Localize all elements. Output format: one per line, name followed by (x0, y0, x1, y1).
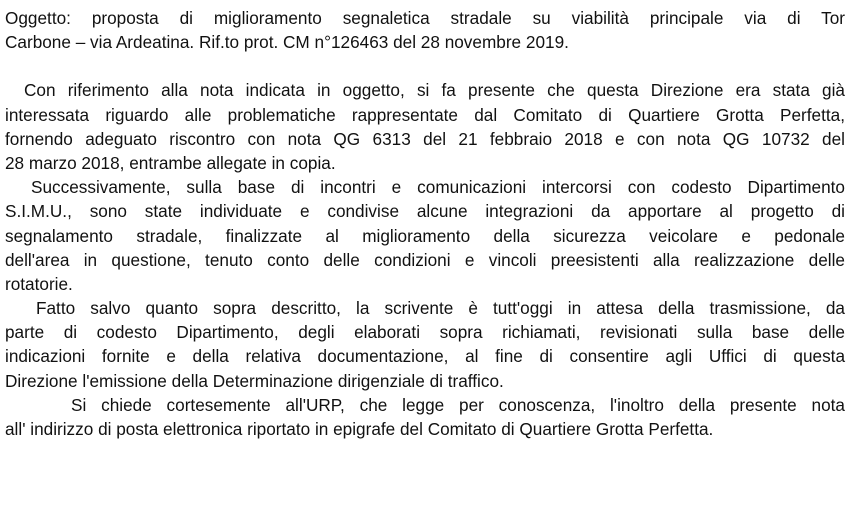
paragraph-line: segnalamento stradale, finalizzate al miglioramento della sicurezza veicolare e pedonale (5, 225, 845, 246)
paragraph-line: rotatorie. (5, 273, 73, 294)
document-body (5, 6, 845, 441)
paragraph-line: dell'area in questione, tenuto conto delle condizioni e vincoli preesistenti alla realizzazione delle (5, 249, 845, 270)
paragraph-line: indicazioni fornite e della relativa documentazione, al fine di consentire agli Uffici di questa (5, 346, 845, 367)
paragraph-line: Direzione l'emissione della Determinazione dirigenziale di traffico. (5, 370, 504, 391)
paragraph-line: all' indirizzo di posta elettronica riportato in epigrafe del Comitato di Quartiere Grotta Perfetta. (5, 419, 714, 439)
paragraph-request (5, 393, 845, 441)
paragraph-line: Successivamente, sulla base di incontri e comunicazioni intercorsi con codesto Dipartimento (31, 177, 845, 198)
paragraph-integrations (5, 175, 845, 296)
paragraph-line: interessata riguardo alle problematiche rappresentate dal Comitato di Quartiere Grotta Perfetta, (5, 104, 845, 125)
paragraph-spacer (5, 54, 845, 78)
paragraph-line: fornendo adeguato riscontro con nota QG 6313 del 21 febbraio 2018 e con nota QG 10732 del (5, 128, 845, 149)
subject-line: Oggetto: proposta di miglioramento segnaletica stradale su viabilità principale via di Tor (5, 8, 845, 28)
paragraph-line: 28 marzo 2018, entrambe allegate in copia. (5, 152, 336, 173)
subject-line: Carbone – via Ardeatina. Rif.to prot. CM n°126463 del 28 novembre 2019. (5, 32, 569, 53)
subject-block (5, 6, 845, 54)
paragraph-line: Con riferimento alla nota indicata in oggetto, si fa presente che questa Direzione era stata già (24, 80, 845, 101)
paragraph-line: Si chiede cortesemente all'URP, che legge per conoscenza, l'inoltro della presente nota (71, 394, 845, 415)
paragraph-reference (5, 78, 845, 175)
paragraph-line: S.I.M.U., sono state individuate e condivise alcune integrazioni da apportare al progetto di (5, 201, 845, 222)
paragraph-line: parte di codesto Dipartimento, degli elaborati sopra richiamati, revisionati sulla base delle (5, 322, 845, 343)
paragraph-pending (5, 296, 845, 393)
paragraph-line: Fatto salvo quanto sopra descritto, la scrivente è tutt'oggi in attesa della trasmissione, da (36, 298, 845, 319)
